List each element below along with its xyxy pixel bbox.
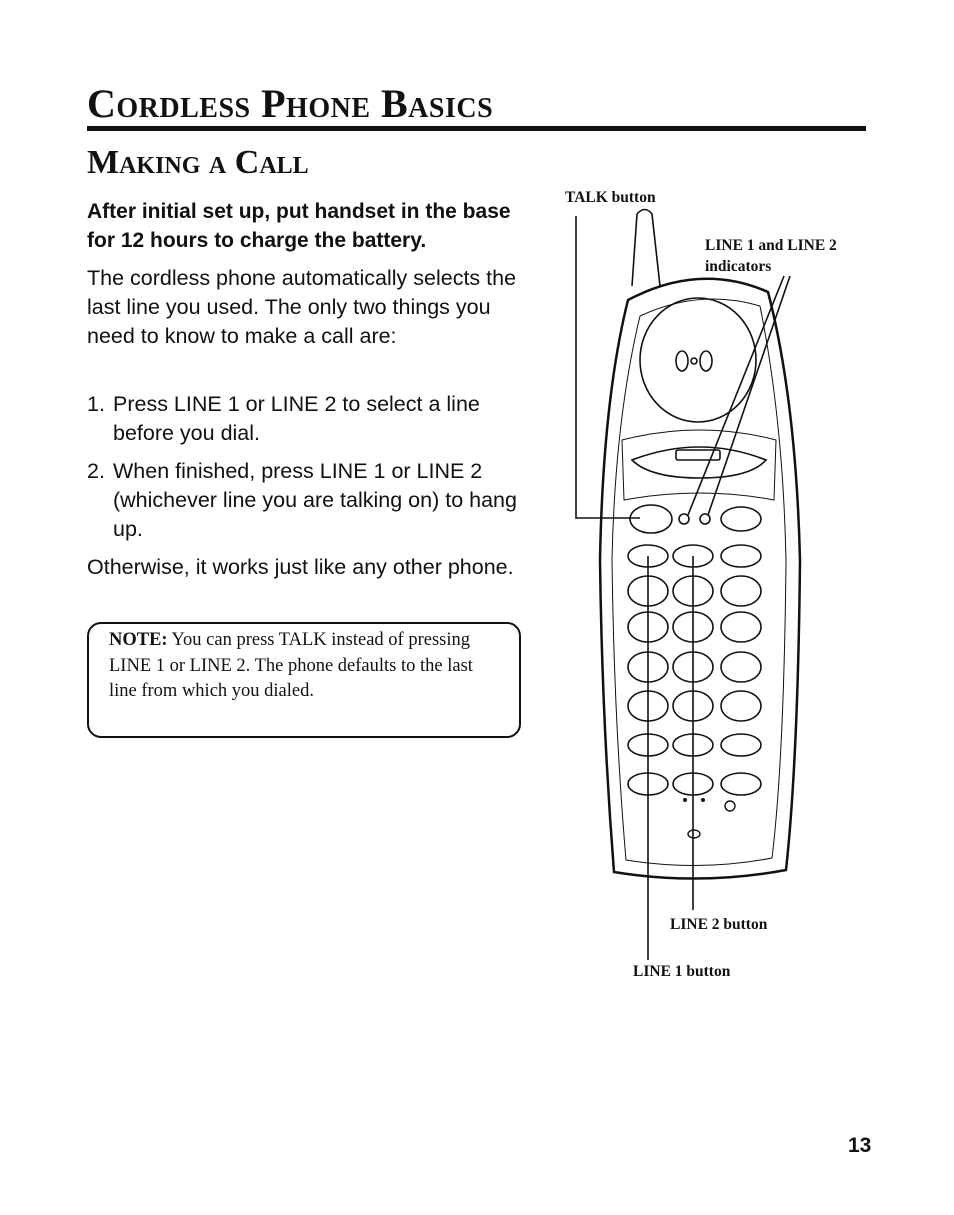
keypad-key bbox=[721, 773, 761, 795]
talk-leader-line bbox=[576, 216, 640, 518]
section-title: Making a Call bbox=[87, 144, 309, 181]
handset-illustration bbox=[560, 180, 880, 1000]
step-text: Press LINE 1 or LINE 2 to select a line before you dial. bbox=[113, 392, 480, 445]
keypad-key bbox=[721, 652, 761, 682]
antenna bbox=[632, 210, 660, 287]
step-number: 1. bbox=[87, 392, 105, 416]
keypad-key bbox=[721, 734, 761, 756]
callout-talk-button: TALK button bbox=[565, 189, 656, 206]
note-text: You can press TALK instead of pressing LINE 1 or LINE 2. The phone defaults to the last line from which you dialed. bbox=[109, 630, 473, 701]
intro-bold-text: After initial set up, put handset in the base for 12 hours to charge the battery. bbox=[87, 200, 511, 252]
keypad-key bbox=[721, 612, 761, 642]
note-box bbox=[87, 622, 521, 738]
page-title: Cordless Phone Basics bbox=[87, 81, 494, 126]
keypad-key bbox=[721, 576, 761, 606]
note-label: NOTE: bbox=[109, 630, 168, 650]
earpiece bbox=[640, 298, 756, 422]
step-item-1 bbox=[87, 390, 527, 448]
outro-paragraph: Otherwise, it works just like any other phone. bbox=[87, 555, 514, 579]
keypad-key bbox=[721, 691, 761, 721]
callout-line2-button: LINE 2 button bbox=[670, 916, 768, 933]
callout-line1-button: LINE 1 button bbox=[633, 963, 731, 980]
callout-line-indicators: LINE 1 and LINE 2 indicators bbox=[705, 237, 837, 275]
indicator-leader-line bbox=[708, 276, 790, 515]
page-number: 13 bbox=[848, 1134, 872, 1157]
keypad-key bbox=[721, 545, 761, 567]
step-text: When finished, press LINE 1 or LINE 2 (whichever line you are talking on) to hang up. bbox=[113, 459, 517, 541]
intro-paragraph: The cordless phone automatically selects the last line you used. The only two things you need to know to make a call are: bbox=[87, 266, 517, 348]
line2-indicator bbox=[700, 514, 710, 524]
talk-button bbox=[630, 505, 672, 533]
title-rule bbox=[87, 126, 866, 131]
step-number: 2. bbox=[87, 459, 105, 483]
line1-indicator bbox=[679, 514, 689, 524]
step-item-2 bbox=[87, 457, 527, 544]
indicator-leader-line bbox=[688, 276, 784, 515]
